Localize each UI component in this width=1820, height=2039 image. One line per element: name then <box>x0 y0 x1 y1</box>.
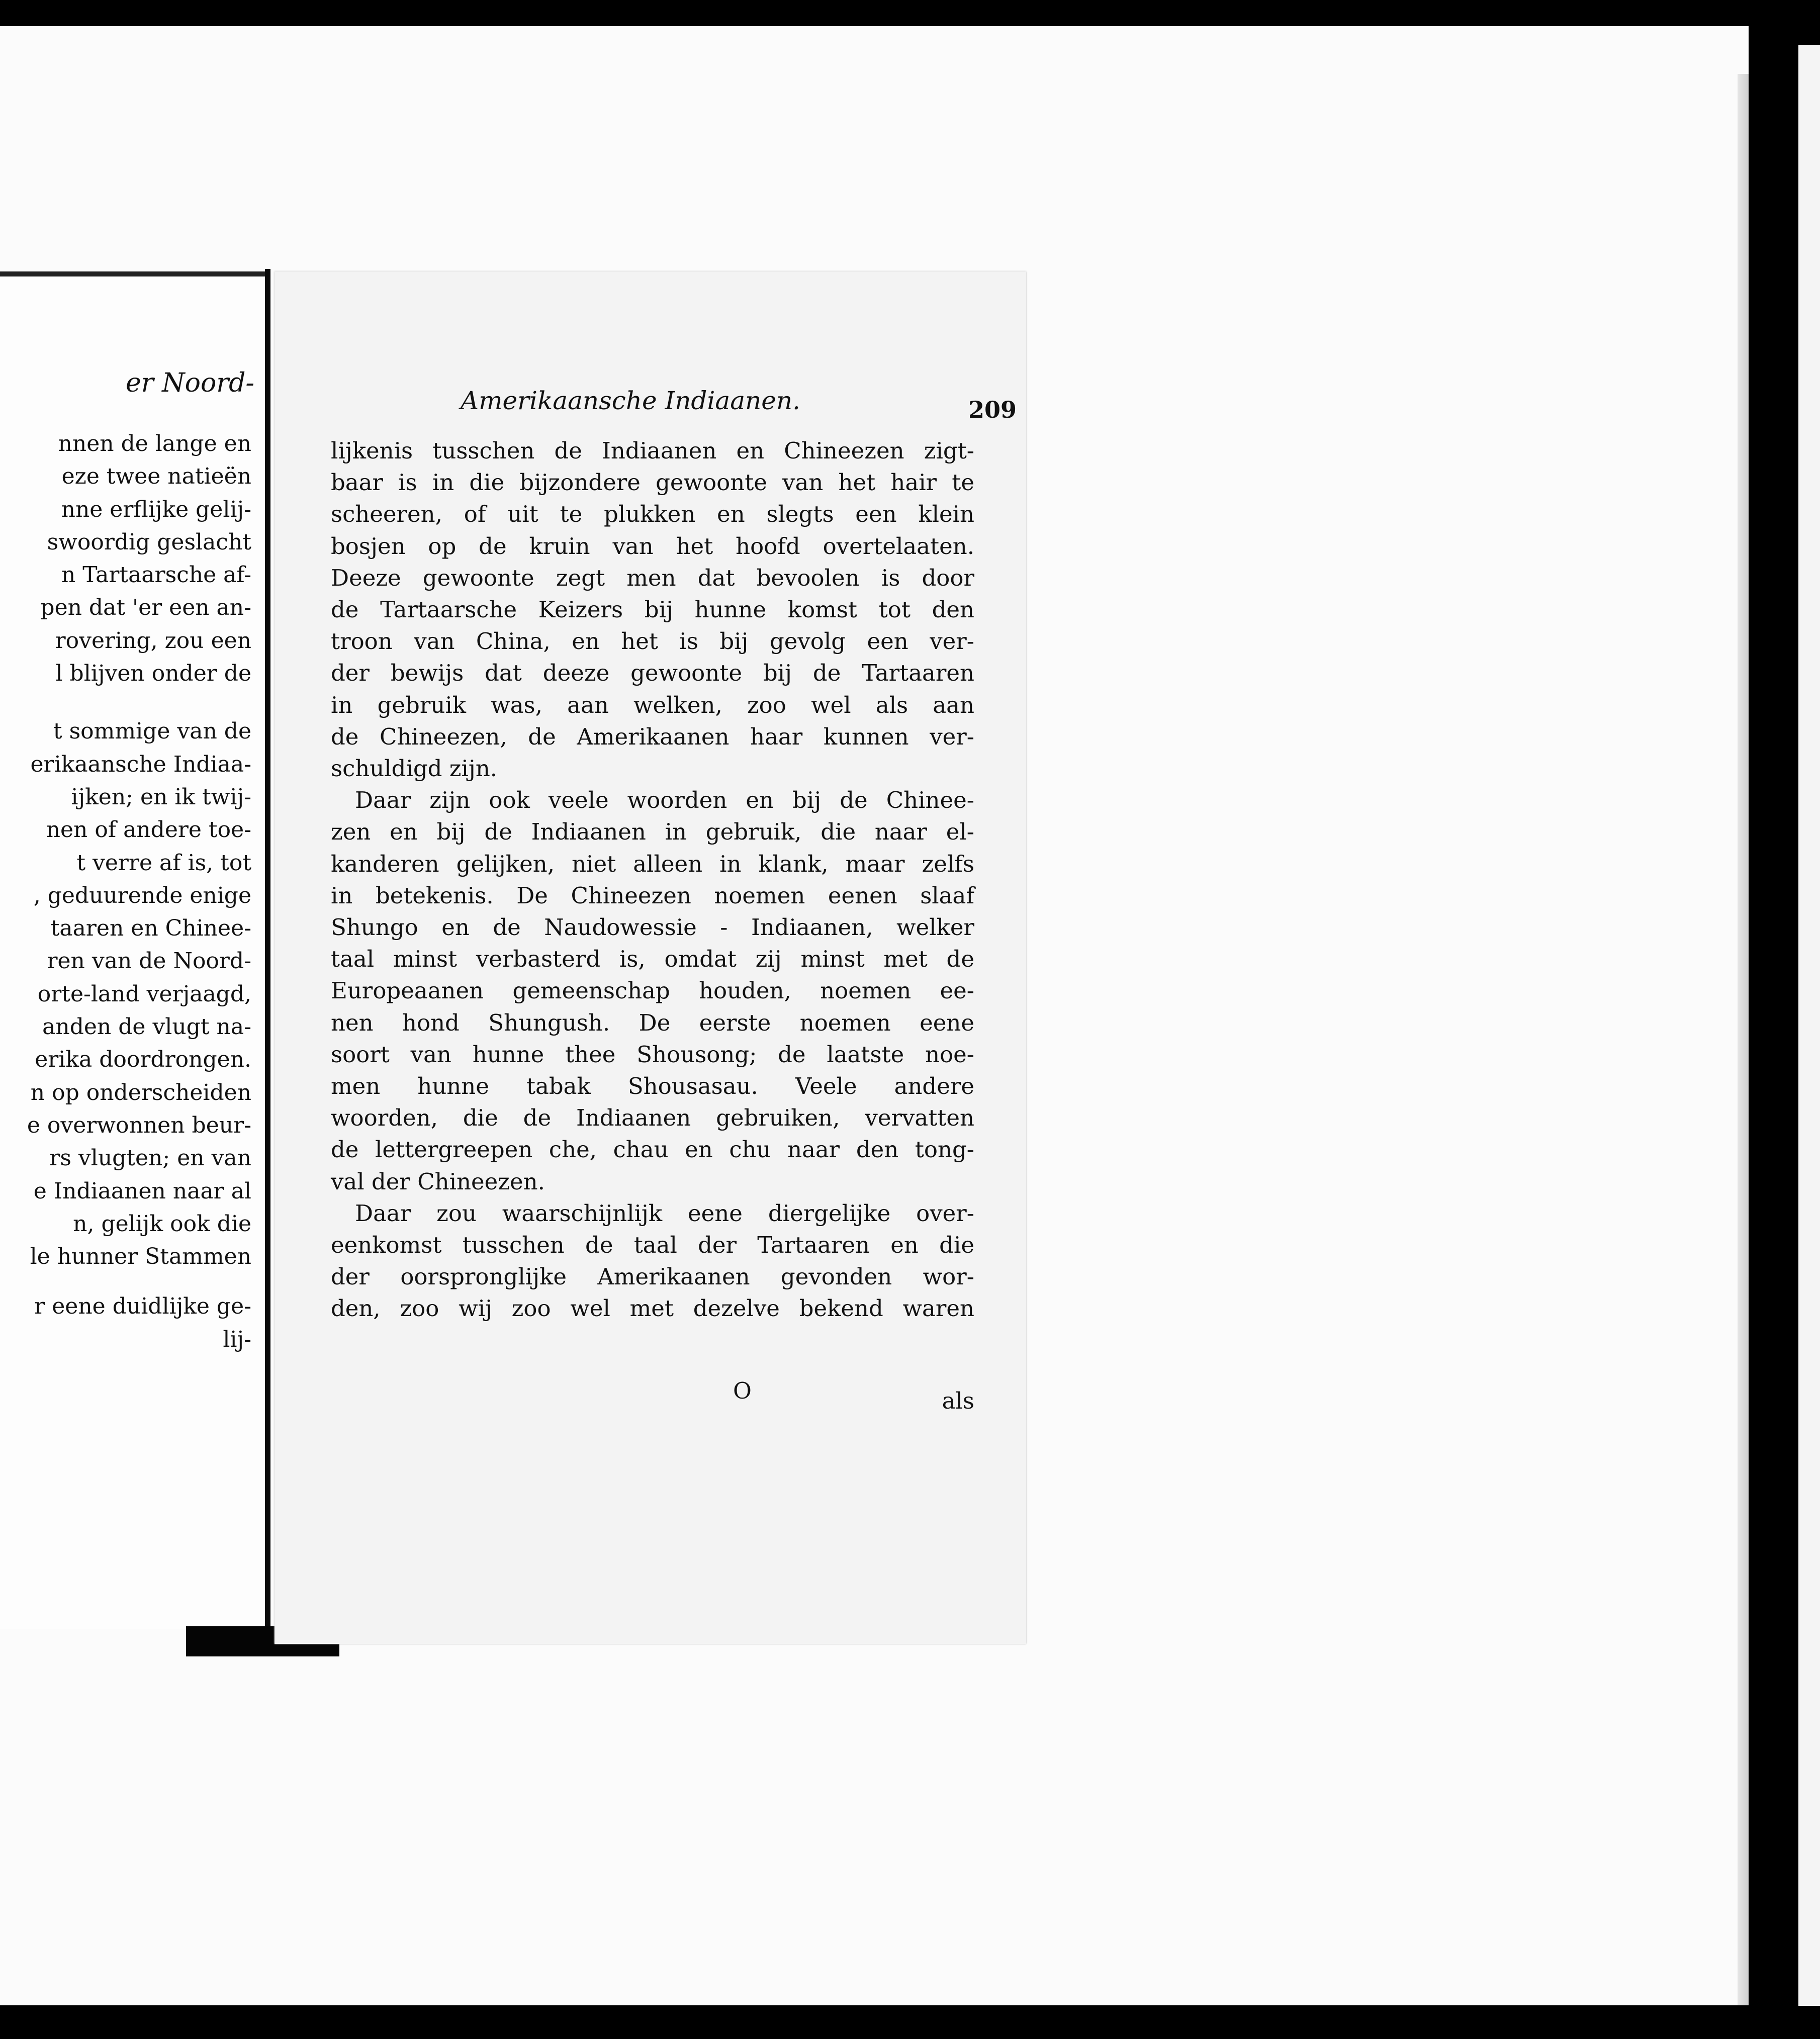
text-line: Daar zijn ook veele woorden en bij de Chinee- <box>355 787 974 814</box>
left-line: n op onderscheiden <box>30 1079 251 1105</box>
text-line: zen en bij de Indiaanen in gebruik, die naar el- <box>331 818 974 846</box>
text-line: eenkomst tusschen de taal der Tartaaren en die <box>331 1232 974 1259</box>
left-line: nnen de lange en <box>58 431 251 456</box>
text-line: men hunne tabak Shousasau. Veele andere <box>331 1073 974 1100</box>
text-line: baar is in die bijzondere gewoonte van het hair te <box>331 469 974 496</box>
left-line: erikaansche Indiaa- <box>30 751 251 777</box>
left-line: ren van de Noord- <box>47 948 251 974</box>
left-line: l blijven onder de <box>55 661 251 687</box>
left-line: n, gelijk ook die <box>73 1211 251 1237</box>
left-line: nne erflijke gelij- <box>61 496 251 522</box>
left-line: eze twee natieën <box>61 464 251 490</box>
catchword: als <box>942 1387 974 1414</box>
left-line: t sommige van de <box>53 718 251 745</box>
main-page <box>275 271 1026 1644</box>
left-line: lij- <box>223 1326 251 1352</box>
text-line: in gebruik was, aan welken, zoo wel als aan <box>331 691 974 718</box>
text-line: kanderen gelijken, niet alleen in klank, maar zelfs <box>331 850 974 877</box>
left-line: r eene duidlijke ge- <box>34 1293 251 1320</box>
text-line: de Chineezen, de Amerikaanen haar kunnen ver- <box>331 723 974 750</box>
text-line: scheeren, of uit te plukken en slegts een klein <box>331 501 974 528</box>
text-line: taal minst verbasterd is, omdat zij minst met de <box>331 946 974 973</box>
text-line: der oorspronglijke Amerikaanen gevonden wor- <box>331 1263 974 1290</box>
left-line: rovering, zou een <box>55 627 251 654</box>
text-line: Daar zou waarschijnlijk eene diergelijke over- <box>355 1199 974 1227</box>
left-line: anden de vlugt na- <box>42 1014 251 1040</box>
left-line: n Tartaarsche af- <box>61 562 251 588</box>
text-line: val der Chineezen. <box>331 1168 545 1195</box>
running-head <box>435 386 1017 423</box>
text-line: de lettergreepen che, chau en chu naar den tong- <box>331 1136 974 1163</box>
text-line: lijkenis tusschen de Indiaanen en Chineezen zigt- <box>331 437 974 464</box>
left-page <box>0 271 265 1629</box>
text-line: woorden, die de Indiaanen gebruiken, vervatten <box>331 1104 974 1132</box>
text-line: soort van hunne thee Shousong; de laatste noe- <box>331 1041 974 1068</box>
text-line: der bewijs dat deeze gewoonte bij de Tartaaren <box>331 660 974 687</box>
left-line: ijken; en ik twij- <box>71 784 251 810</box>
left-line: e Indiaanen naar al <box>33 1178 251 1204</box>
left-line: , geduurende enige <box>33 882 251 908</box>
left-line: taaren en Chinee- <box>50 915 251 942</box>
left-page-text <box>0 427 251 1356</box>
text-line: nen hond Shungush. De eerste noemen eene <box>331 1009 974 1036</box>
page-foot <box>331 1377 974 1413</box>
text-line: Europeaanen gemeenschap houden, noemen ee- <box>331 977 974 1004</box>
left-line: swoordig geslacht <box>47 529 251 555</box>
left-line: le hunner Stammen <box>30 1244 251 1270</box>
paragraph-gap <box>0 690 251 715</box>
text-line: den, zoo wij zoo wel met dezelve bekend waren <box>331 1295 974 1322</box>
left-line: e overwonnen beur- <box>27 1112 251 1138</box>
text-line: de Tartaarsche Keizers bij hunne komst tot den <box>331 596 974 623</box>
text-line: in betekenis. De Chineezen noemen eenen slaaf <box>331 882 974 909</box>
body-text <box>331 435 974 1325</box>
left-running-head: er Noord- <box>126 368 254 398</box>
left-line: rs vlugten; en van <box>49 1145 251 1171</box>
text-line: schuldigd zijn. <box>331 755 498 782</box>
text-line: troon van China, en het is bij gevolg een ver- <box>331 628 974 655</box>
signature-mark: O <box>733 1377 752 1404</box>
left-line: pen dat 'er een an- <box>40 595 251 621</box>
running-title: Amerikaansche Indiaanen. <box>461 386 800 415</box>
adjacent-page-edge <box>1798 45 1820 2006</box>
text-line: bosjen op de kruin van het hoofd overtelaaten. <box>331 532 974 560</box>
text-line: Deeze gewoonte zegt men dat bevoolen is door <box>331 564 974 591</box>
left-line: t verre af is, tot <box>76 850 251 876</box>
left-line: nen of andere toe- <box>46 817 251 843</box>
page-spine <box>265 269 270 1631</box>
text-line: Shungo en de Naudowessie - Indiaanen, welker <box>331 914 974 941</box>
left-line: erika doordrongen. <box>35 1047 251 1073</box>
left-line: orte-land verjaagd, <box>37 981 251 1007</box>
page-number: 209 <box>968 396 1017 423</box>
